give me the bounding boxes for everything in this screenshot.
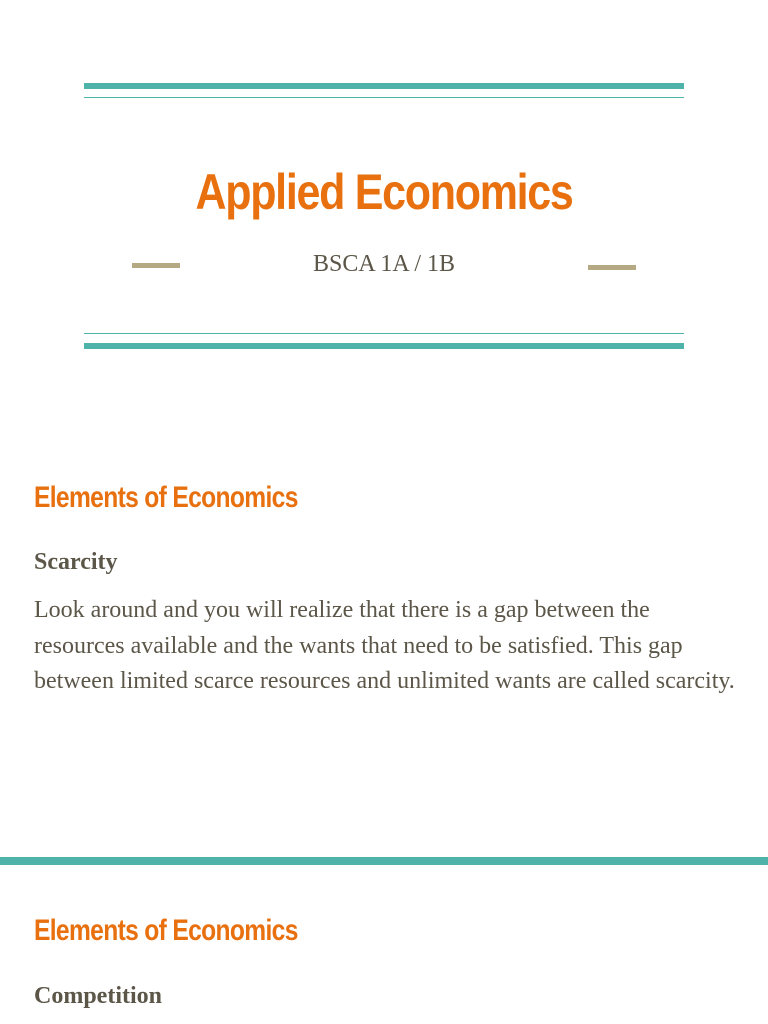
right-decorative-dash (588, 265, 636, 270)
slide-subheading: Competition (34, 983, 162, 1009)
presentation-title: Applied Economics (195, 164, 573, 220)
slide-subheading: Scarcity (34, 549, 118, 575)
top-thin-rule (84, 97, 684, 98)
bottom-thin-rule (84, 333, 684, 334)
top-thick-rule (84, 83, 684, 89)
slide-body-text: Look around and you will realize that there is a gap between the resources available and the wants that need to be satisfied. This gap between limited scarce resources and unlimited wants are called scarcity. (34, 597, 735, 694)
slide-divider (0, 857, 768, 865)
slide-heading: Elements of Economics (34, 481, 298, 514)
slide-heading: Elements of Economics (34, 914, 298, 947)
bottom-thick-rule (84, 343, 684, 349)
presentation-subtitle: BSCA 1A / 1B (312, 251, 456, 277)
